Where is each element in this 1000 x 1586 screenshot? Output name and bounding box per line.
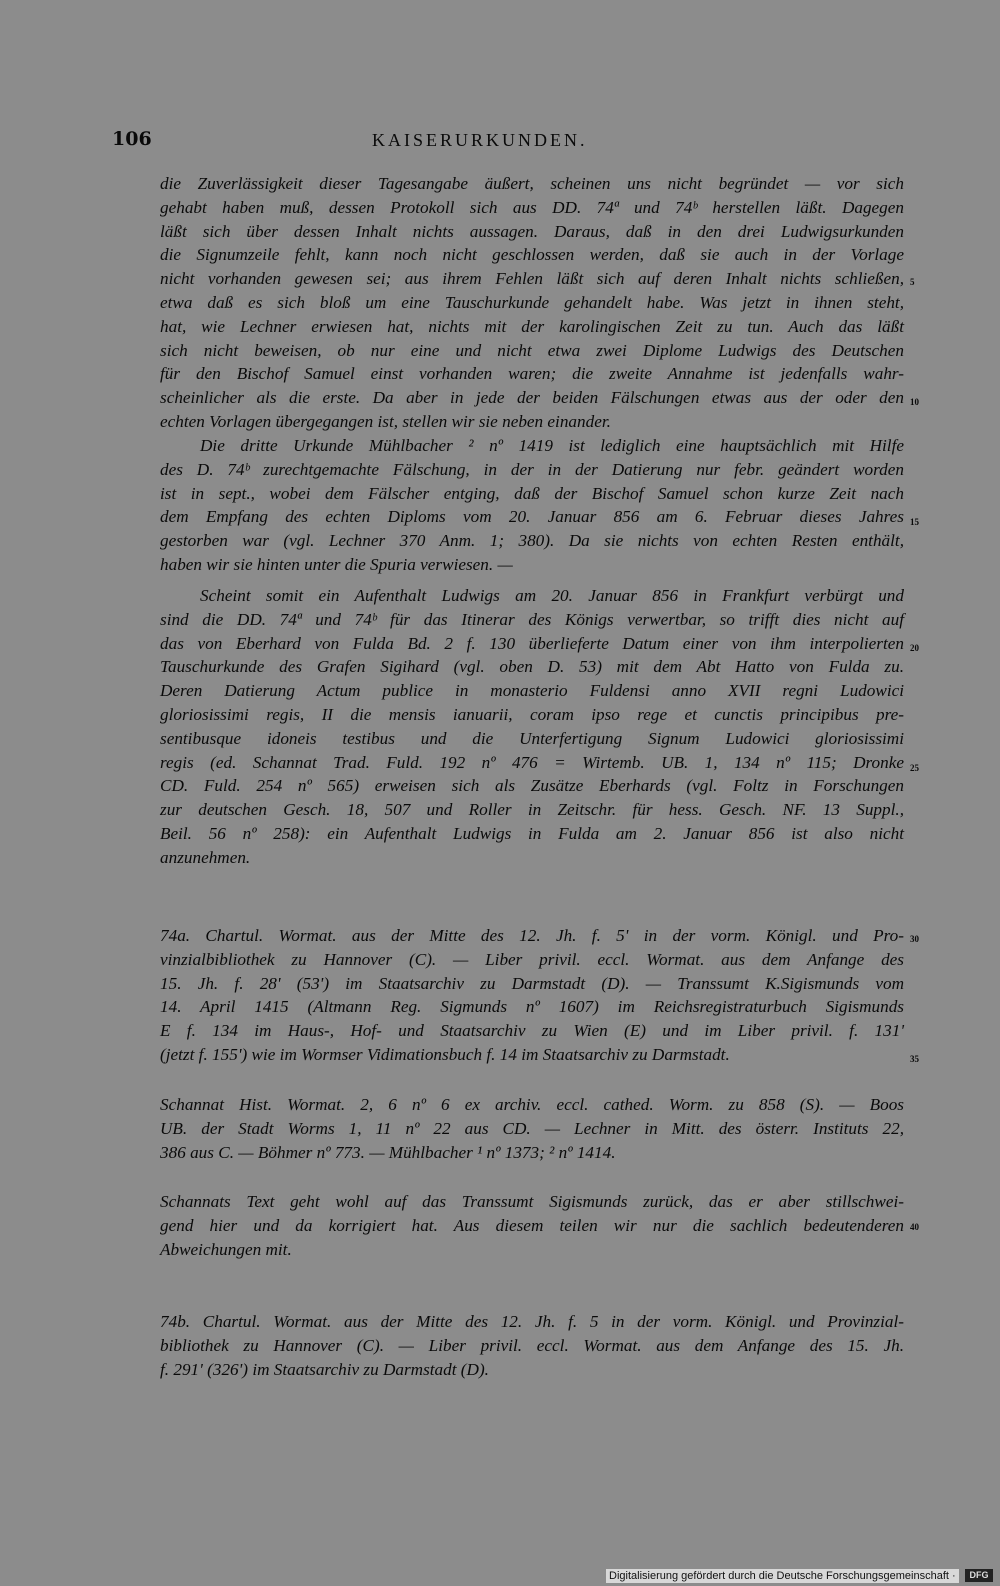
text-line: das von Eberhard von Fulda Bd. 2 f. 130 überlieferte Datum einer von ihm interpolierten	[160, 633, 904, 653]
text-line: Scheint somit ein Aufenthalt Ludwigs am 20. Januar 856 in Frankfurt verbürgt und	[200, 586, 904, 605]
editions-74a	[160, 1093, 904, 1164]
text-line: des D. 74ᵇ zurechtgemachte Fälschung, in der in der Datierung nur febr. geändert worden	[160, 459, 904, 479]
text-line: Schannat Hist. Wormat. 2, 6 nº 6 ex archiv. eccl. cathed. Worm. zu 858 (S). — Boos	[160, 1095, 904, 1114]
entry-74b	[160, 1310, 904, 1381]
text-line: haben wir sie hinten unter die Spuria verwiesen. —	[160, 554, 513, 574]
text-line: 74b. Chartul. Wormat. aus der Mitte des 12. Jh. f. 5 in der vorm. Königl. und Provinzial-	[160, 1312, 904, 1331]
text-line: zur deutschen Gesch. 18, 507 und Roller in Zeitschr. für hess. Gesch. NF. 13 Suppl.,	[160, 800, 904, 820]
text-line: UB. der Stadt Worms 1, 11 nº 22 aus CD. — Lechner in Mitt. des österr. Instituts 22,	[160, 1118, 904, 1138]
margin-line-number: 5	[910, 277, 915, 287]
margin-line-number: 30	[910, 934, 919, 944]
text-line: vinzialbibliothek zu Hannover (C). — Liber privil. eccl. Wormat. aus dem Anfange des	[160, 949, 904, 969]
text-line: 386 aus C. — Böhmer nº 773. — Mühlbacher ¹ nº 1373; ² nº 1414.	[160, 1142, 616, 1162]
text-line: 15. Jh. f. 28' (53') im Staatsarchiv zu Darmstadt (D). — Transsumt K.Sigismunds vom	[160, 973, 904, 993]
text-line: läßt sich über dessen Inhalt nichts aussagen. Daraus, daß in den drei Ludwigsurkunden	[160, 221, 904, 241]
text-line: CD. Fuld. 254 nº 565) erweisen sich als Zusätze Eberhards (vgl. Foltz in Forschungen	[160, 776, 904, 796]
text-line: anzunehmen.	[160, 847, 251, 867]
text-line: die Signumzeile fehlt, kann noch nicht geschlossen werden, daß sie auch in der Vorlage	[160, 245, 904, 265]
text-line: die Zuverlässigkeit dieser Tagesangabe äußert, scheinen uns nicht begründet — vor sich	[160, 174, 904, 193]
text-line: dem Empfang des echten Diploms vom 20. Januar 856 am 6. Februar dieses Jahres	[160, 507, 904, 527]
second-paragraph	[160, 434, 904, 577]
text-line: gestorben war (vgl. Lechner 370 Anm. 1; 380). Da sie nichts von echten Resten enthält,	[160, 531, 904, 551]
text-line: scheinlicher als die erste. Da aber in jede der beiden Fälschungen etwas aus der oder den	[160, 388, 904, 408]
text-line: regis (ed. Schannat Trad. Fuld. 192 nº 476 = Wirtemb. UB. 1, 134 nº 115; Dronke	[160, 752, 904, 772]
text-line: (jetzt f. 155') wie im Wormser Vidimationsbuch f. 14 im Staatsarchiv zu Darmstadt.	[160, 1044, 730, 1064]
text-line: hat, wie Lechner erwiesen hat, nichts mit der karolingischen Zeit zu tun. Auch das läßt	[160, 316, 904, 336]
margin-line-number: 40	[910, 1222, 919, 1232]
dfg-logo: DFG	[965, 1569, 993, 1582]
text-line: gend hier und da korrigiert hat. Aus diesem teilen wir nur die sachlich bedeutenderen	[160, 1215, 904, 1235]
text-line: echten Vorlagen übergegangen ist, stellen wir sie neben einander.	[160, 411, 611, 431]
note-74a	[160, 1190, 904, 1261]
text-line: Die dritte Urkunde Mühlbacher ² nº 1419 ist lediglich eine hauptsächlich mit Hilfe	[200, 436, 904, 455]
margin-line-number: 20	[910, 643, 919, 653]
digitization-credit: Digitalisierung gefördert durch die Deutsche Forschungsgemeinschaft ·	[606, 1569, 959, 1583]
margin-line-number: 25	[910, 763, 919, 773]
text-line: etwa daß es sich bloß um eine Tauschurkunde gehandelt habe. Was jetzt in ihnen steht,	[160, 292, 904, 312]
text-line: Abweichungen mit.	[160, 1239, 292, 1259]
text-line: für den Bischof Samuel einst vorhanden waren; die zweite Annahme ist jedenfalls wahr-	[160, 364, 904, 384]
text-line: Beil. 56 nº 258): ein Aufenthalt Ludwigs in Fulda am 2. Januar 856 ist also nicht	[160, 823, 904, 843]
margin-line-number: 15	[910, 517, 919, 527]
margin-line-number: 10	[910, 397, 919, 407]
text-line: 14. April 1415 (Altmann Reg. Sigmunds nº 1607) im Reichsregistraturbuch Sigismunds	[160, 997, 904, 1017]
margin-line-number: 35	[910, 1054, 919, 1064]
text-line: sentibusque idoneis testibus und die Unterfertigung Signum Ludowici gloriosissimi	[160, 728, 904, 748]
entry-74a	[160, 924, 904, 1067]
text-line: ist in sept., wobei dem Fälscher entging, daß der Bischof Samuel schon kurze Zeit nach	[160, 483, 904, 503]
page-number: 106	[112, 128, 152, 150]
third-paragraph	[160, 584, 904, 870]
text-line: gloriosissimi regis, II die mensis ianuarii, coram ipso rege et cunctis principibus pre-	[160, 704, 904, 724]
text-line: E f. 134 im Haus-, Hof- und Staatsarchiv zu Wien (E) und im Liber privil. f. 131'	[160, 1021, 904, 1041]
text-line: sind die DD. 74ª und 74ᵇ für das Itinerar des Königs verwertbar, so trifft dies nicht auf	[160, 609, 904, 629]
running-title: KAISERURKUNDEN.	[372, 130, 588, 150]
text-line: bibliothek zu Hannover (C). — Liber privil. eccl. Wormat. aus dem Anfange des 15. Jh.	[160, 1335, 904, 1355]
intro-paragraph	[160, 172, 904, 434]
text-line: nicht vorhanden gewesen sei; aus ihrem Fehlen läßt sich auf deren Inhalt nichts schließen,	[160, 269, 904, 289]
text-line: f. 291' (326') im Staatsarchiv zu Darmstadt (D).	[160, 1359, 489, 1379]
text-line: Schannats Text geht wohl auf das Transsumt Sigismunds zurück, das er aber stillschwei-	[160, 1192, 904, 1211]
text-line: sich nicht beweisen, ob nur eine und nicht etwa zwei Diplome Ludwigs des Deutschen	[160, 340, 904, 360]
text-line: 74a. Chartul. Wormat. aus der Mitte des 12. Jh. f. 5' in der vorm. Königl. und Pro-	[160, 926, 904, 945]
text-line: Deren Datierung Actum publice in monasterio Fuldensi anno XVII regni Ludowici	[160, 681, 904, 701]
text-line: Tauschurkunde des Grafen Sigihard (vgl. oben D. 53) mit dem Abt Hatto von Fulda zu.	[160, 657, 904, 677]
text-line: gehabt haben muß, dessen Protokoll sich aus DD. 74ª und 74ᵇ herstellen läßt. Dagegen	[160, 197, 904, 217]
